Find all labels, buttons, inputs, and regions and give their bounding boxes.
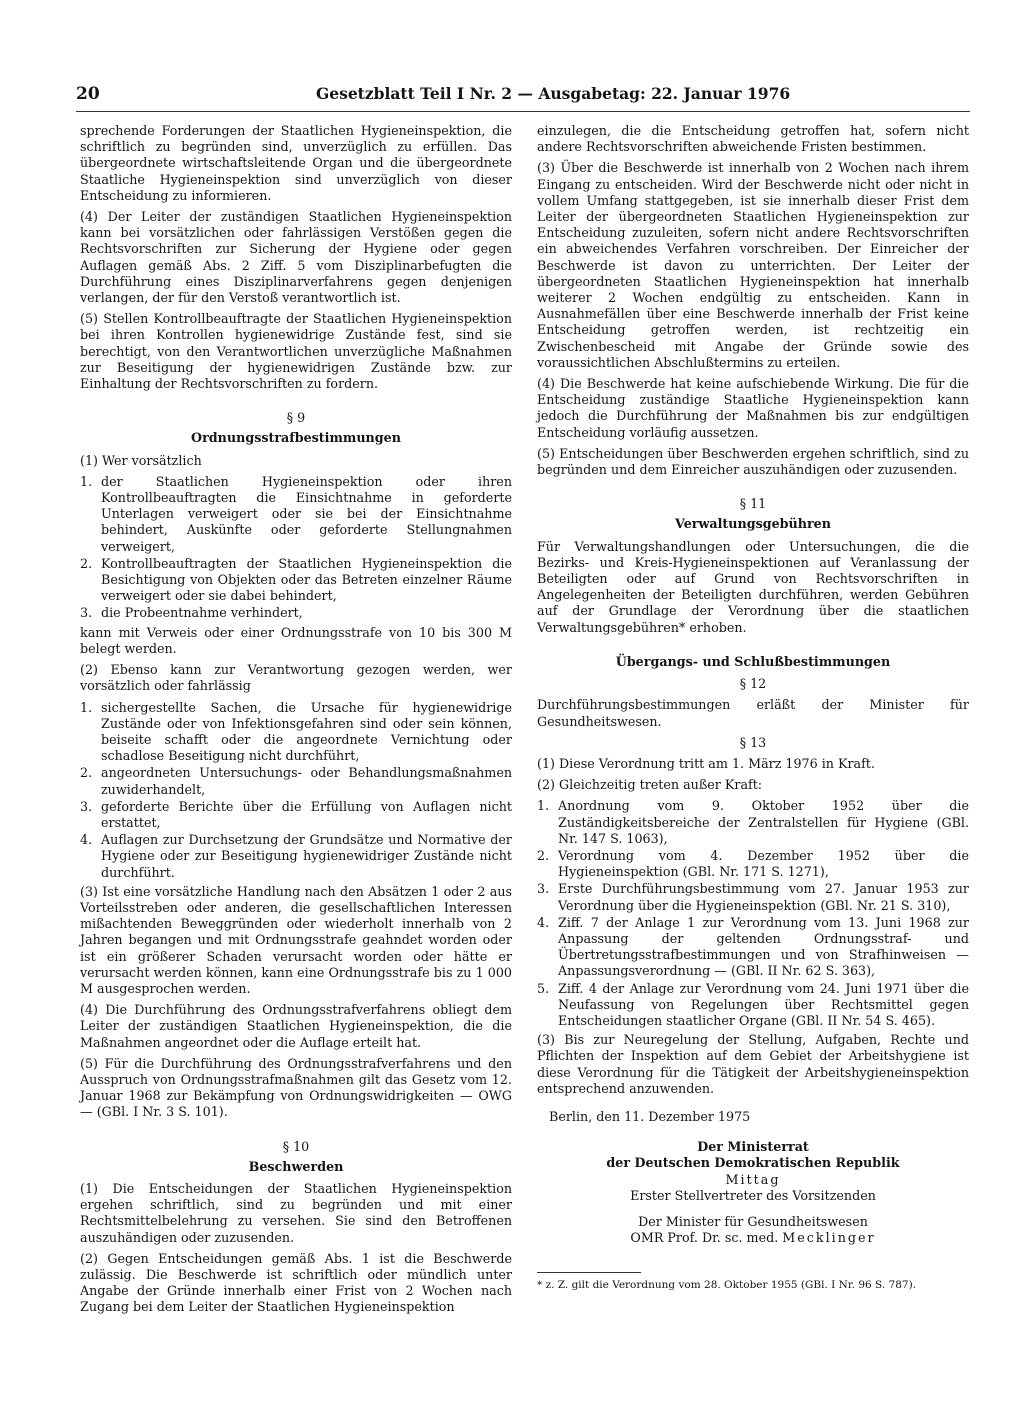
list-item: 3. die Probeentnahme verhindert, [80,605,303,621]
paragraph: (4) Die Beschwerde hat keine aufschiebende Wirkung. Die für die Entscheidung zuständige Staatliche Hygieneinspektion kann jedoch die Durchführung der Maßnahmen bis zur endgültigen Entscheidung vorläufig aussetzen. [537,376,969,440]
paragraph: kann mit Verweis oder einer Ordnungsstrafe von 10 bis 300 M belegt werden. [80,624,512,656]
paragraph: einzulegen, die die Entscheidung getroffen hat, sofern nicht andere Rechtsvorschriften abweichende Fristen bestimmen. [537,123,969,155]
paragraph: (4) Der Leiter der zuständigen Staatlichen Hygieneinspektion kann bei vorsätzlichen oder fahrlässigen Verstößen gegen die Rechtsvorschriften zur Sicherung der Hygiene oder gegen Auflagen gemäß Abs. 2 Ziff. 5 vom Disziplinarbefugten die Durchführung eines Disziplinarverfahrens gegen denjenigen verlangen, der für den Verstoß verantwortlich ist. [80,209,512,306]
signature-org: der Deutschen Demokratischen Republik [606,1155,900,1171]
footnote: * z. Z. gilt die Verordnung vom 28. Oktober 1955 (GBl. I Nr. 96 S. 787). [537,1279,917,1292]
numbered-list [537,798,969,1029]
signature-name: Mecklinger [782,1230,876,1246]
list-item: 2. Verordnung vom 4. Dezember 1952 über die Hygieneinspektion (GBl. Nr. 171 S. 1271), [537,847,969,880]
paragraph: (2) Gegen Entscheidungen gemäß Abs. 1 ist die Beschwerde zulässig. Die Beschwerde ist schriftlich oder mündlich unter Angabe der Gründe innerhalb einer Frist von 2 Wochen nach Zugang bei dem Leiter der Staatlichen Hygieneinspektion [80,1250,512,1315]
signature-role: Der Minister für Gesundheitswesen [638,1213,868,1229]
numbered-list [80,474,512,622]
signature-line [537,1230,969,1246]
paragraph: (5) Stellen Kontrollbeauftragte der Staatlichen Hygieneinspektion bei ihren Kontrollen hygienewidrige Zustände fest, sind sie berechtigt, von den Verantwortlichen unverzügliche Maßnahmen zur Beseitigung der hygienewidrigen Zustände bzw. zur Einhaltung der Rechtsvorschriften zu fordern. [80,311,512,392]
paragraph: sprechende Forderungen der Staatlichen Hygieneinspektion, die schriftlich zu begründen sind, unverzüglich zu erfüllen. Das übergeordnete wirtschaftsleitende Organ und die übergeordnete Staatliche Hygieneinspektion sind unverzüglich von dieser Entscheidung zu informieren. [80,123,512,203]
section-number-13: § 13 [739,734,767,750]
list-item: 1. der Staatlichen Hygieneinspektion oder ihren Kontrollbeauftragten die Einsichtnahme in geforderte Unterlagen verweigert oder sie bei der Einsichtnahme behindert, Auskünfte oder geforderte Stellungnahmen verweigert, [80,473,512,554]
header-title: Gesetzblatt Teil I Nr. 2 — Ausgabetag: 22. Januar 1976 [316,84,791,103]
section-number-10: § 10 [282,1138,310,1154]
right-column [537,123,969,1297]
footnote-rule [537,1272,641,1273]
paragraph: (2) Ebenso kann zur Verantwortung gezogen werden, wer vorsätzlich oder fahrlässig [80,662,512,694]
paragraph: Durchführungsbestimmungen erläßt der Minister für Gesundheitswesen. [537,697,969,729]
list-item: 2. Kontrollbeauftragten der Staatlichen Hygieneinspektion die Besichtigung von Objekten oder das Betreten einzelner Räume verweigert oder sie dabei behindert, [80,555,512,604]
signature-org: Der Ministerrat [697,1139,809,1155]
section-title-11: Verwaltungsgebühren [675,516,831,532]
signature-name: Mittag [725,1171,781,1187]
paragraph: (3) Über die Beschwerde ist innerhalb von 2 Wochen nach ihrem Eingang zu entscheiden. Wird der Beschwerde nicht oder nicht in vollem Umfang stattgegeben, ist sie innerhalb dieser Frist dem Leiter der übergeordneten Staatlichen Hygieneinspektion zur Entscheidung zuzuleiten, sofern nicht andere Rechtsvorschriften ein abweichendes Verfahren vorschreiben. Der Einreicher der Beschwerde ist davon zu unterrichten. Der Leiter der übergeordneten Staatlichen Hygieneinspektion hat innerhalb weiterer 2 Wochen endgültig zu entscheiden. Kann in Ausnahmefällen über eine Beschwerde innerhalb der Frist keine Entscheidung getroffen werden, ist rechtzeitig ein Zwischenbescheid mit Angabe der Gründe sowie des voraussichtlichen Abschlußtermins zu erteilen. [537,160,969,370]
section-title-9: Ordnungsstrafbestimmungen [191,430,401,446]
paragraph: (5) Für die Durchführung des Ordnungsstrafverfahrens und den Ausspruch von Ordnungsstrafmaßnahmen gilt das Gesetz vom 12. Januar 1968 zur Bekämpfung von Ordnungswidrigkeiten — OWG — (GBl. I Nr. 3 S. 101). [80,1055,512,1120]
transitional-title: Übergangs- und Schlußbestimmungen [615,653,891,669]
section-number-12: § 12 [739,676,767,692]
place-date: Berlin, den 11. Dezember 1975 [549,1108,751,1124]
section-number-9: § 9 [286,410,306,426]
paragraph: (3) Ist eine vorsätzliche Handlung nach den Absätzen 1 oder 2 aus Vorteilsstreben oder anderen, die gesellschaftlichen Interessen mißachtenden Beweggründen oder wiederholt innerhalb von 2 Jahren begangen und mit Ordnungsstrafe geahndet worden oder ist ein größerer Schaden verursacht worden oder hätte er verursacht werden können, kann eine Ordnungsstrafe bis zu 1 000 M ausgesprochen werden. [80,883,512,996]
list-item: 2. angeordneten Untersuchungs- oder Behandlungsmaßnahmen zuwiderhandelt, [80,765,512,797]
header-rule [76,111,970,112]
paragraph: (1) Diese Verordnung tritt am 1. März 1976 in Kraft. [537,755,875,771]
paragraph: (4) Die Durchführung des Ordnungsstrafverfahrens obliegt dem Leiter der zuständigen Staatlichen Hygieneinspektion, die die Maßnahmen angeordnet oder die Auflage erteilt hat. [80,1002,512,1050]
signature-role: Erster Stellvertreter des Vorsitzenden [630,1187,876,1203]
paragraph: Für Verwaltungshandlungen oder Untersuchungen, die die Bezirks- und Kreis-Hygieneinspektionen auf Veranlassung der Beteiligten oder auf Grund von Rechtsvorschriften in Angelegenheiten der Beteiligten durchführen, werden Gebühren auf der Grundlage der Verordnung über die staatlichen Verwaltungsgebühren* erhoben. [537,538,969,635]
list-item: 1. sichergestellte Sachen, die Ursache für hygienewidrige Zustände oder von Infektionsgefahren sind oder sein können, beiseite schafft oder die angeordnete Vernichtung oder schadlose Beseitigung nicht durchführt, [80,699,512,764]
list-item: 4. Auflagen zur Durchsetzung der Grundsätze und Normative der Hygiene oder zur Beseitigung hygienewidriger Zustände nicht durchführt. [80,832,512,880]
list-item: 4. Ziff. 7 der Anlage 1 zur Verordnung vom 13. Juni 1968 zur Anpassung der geltenden Ordnungsstraf- und Übertretungsstrafbestimmungen und von Strafhinweisen — Anpassungsverordnung — (GBl. II Nr. 62 S. 363), [537,914,969,979]
page-number: 20 [76,84,100,104]
paragraph: (2) Gleichzeitig treten außer Kraft: [537,777,763,793]
left-column [80,123,512,1321]
list-item: 3. geforderte Berichte über die Erfüllung von Auflagen nicht erstattet, [80,798,512,830]
paragraph: (1) Wer vorsätzlich [80,452,202,468]
section-title-10: Beschwerden [248,1158,344,1174]
list-item: 3. Erste Durchführungsbestimmung vom 27. Januar 1953 zur Verordnung über die Hygieneinspektion (GBl. Nr. 21 S. 310), [537,881,969,913]
section-number-11: § 11 [739,496,767,512]
signature-block [537,1139,969,1246]
numbered-list [80,700,512,881]
page-header [76,84,976,108]
list-item: 5. Ziff. 4 der Anlage zur Verordnung vom 24. Juni 1971 über die Neufassung von Regelungen über Rechtsmittel gegen Entscheidungen staatlicher Organe (GBl. II Nr. 54 S. 465). [537,980,969,1028]
list-item: 1. Anordnung vom 9. Oktober 1952 über die Zuständigkeitsbereiche der Zentralstellen für Hygiene (GBl. Nr. 147 S. 1063), [537,798,969,846]
signature-title: OMR Prof. Dr. sc. med. [630,1230,779,1246]
paragraph: (1) Die Entscheidungen der Staatlichen Hygieneinspektion ergehen schriftlich, sind zu begründen und mit einer Rechtsmittelbelehrung zu versehen. Sie sind den Betroffenen auszuhändigen oder zuzusenden. [80,1180,512,1245]
paragraph: (3) Bis zur Neuregelung der Stellung, Aufgaben, Rechte und Pflichten der Inspektion auf dem Gebiet der Arbeitshygiene ist diese Verordnung für die Tätigkeit der Arbeitshygieneinspektion entsprechend anzuwenden. [537,1032,969,1096]
paragraph: (5) Entscheidungen über Beschwerden ergehen schriftlich, sind zu begründen und dem Einreicher auszuhändigen oder zuzusenden. [537,445,969,478]
